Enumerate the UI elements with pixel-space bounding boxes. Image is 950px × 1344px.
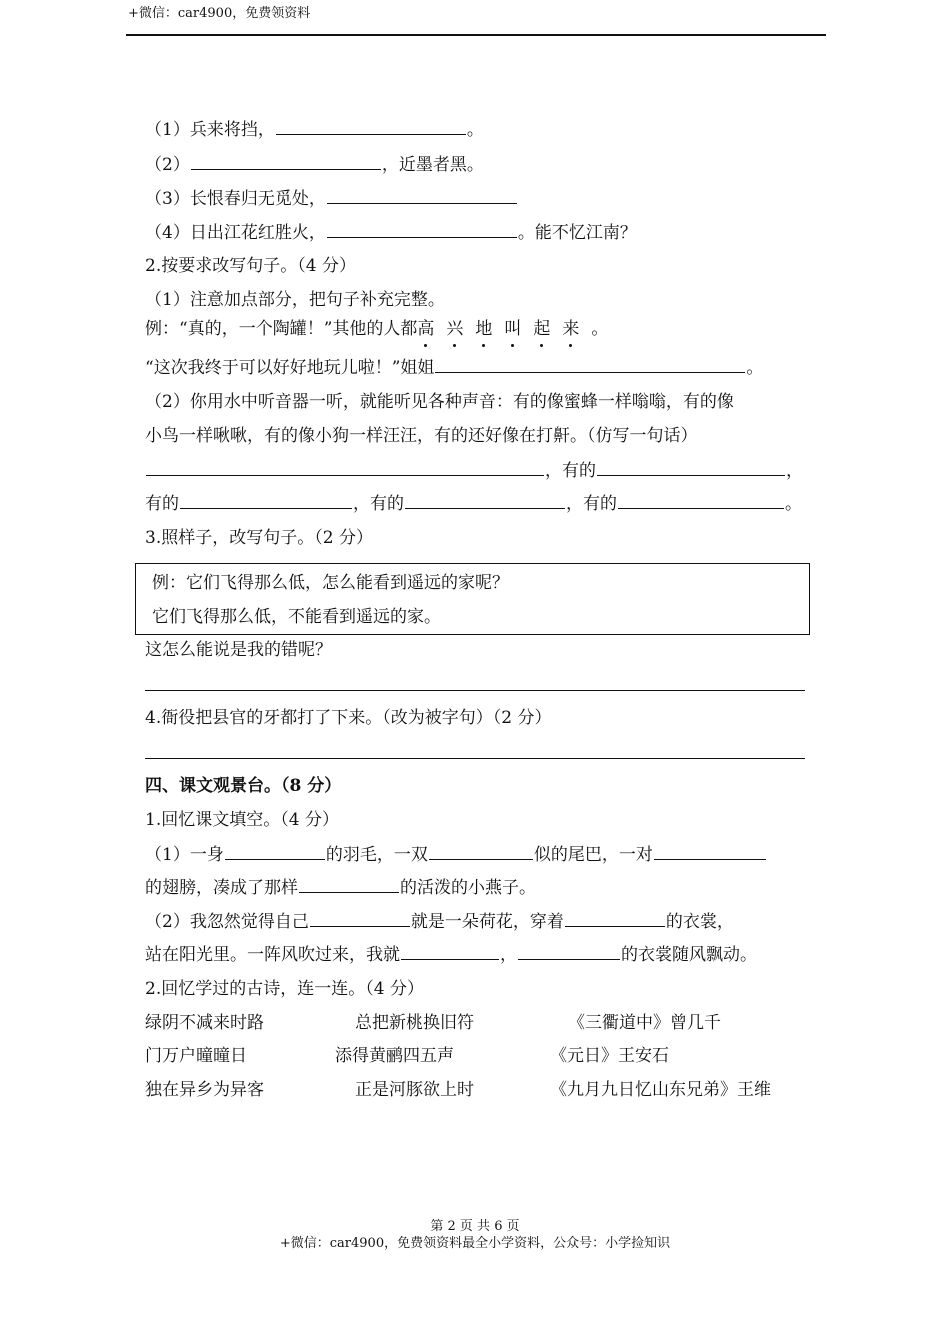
dotted-char: 来: [562, 319, 580, 339]
poem-line[interactable]: 正是河豚欲上时: [355, 1080, 474, 1100]
s4-q1-title: 1.回忆课文填空。（4 分）: [145, 810, 339, 830]
s4-q1-row2: [145, 876, 536, 899]
blank[interactable]: [654, 843, 766, 860]
q2-example: [145, 318, 608, 340]
line-a-text: “这次我终于可以好好地玩儿啦！”姐姐: [145, 358, 435, 378]
q1-item-3: [145, 187, 518, 210]
footer-watermark: +微信：car4900，免费领资料最全小学资料，公众号：小学捡知识: [279, 1236, 671, 1251]
blank[interactable]: [327, 221, 517, 238]
poem-line[interactable]: 门万户曈曈日: [145, 1046, 247, 1066]
s4-q2-title: 2.回忆学过的古诗，连一连。（4 分）: [145, 979, 424, 999]
example-prefix: 例：“真的，一个陶罐！”其他的人都: [145, 319, 418, 339]
q4-text: 4.衙役把县官的牙都打了下来。（改为被字句）（2 分）: [145, 708, 552, 728]
blank[interactable]: [405, 492, 565, 509]
q1-item-4-end: 。能不忆江南？: [517, 223, 637, 243]
r4b: ，: [500, 945, 517, 965]
q3-question: 这怎么能说是我的错呢？: [145, 640, 332, 660]
poem-line[interactable]: 独在异乡为异客: [145, 1080, 264, 1100]
q3-title: 3.照样子，改写句子。（2 分）: [145, 528, 373, 548]
q1-item-1-text: （1）兵来将挡，: [145, 120, 275, 140]
q1-item-1: [145, 118, 484, 141]
page-number: 第 2 页 共 6 页: [430, 1219, 520, 1234]
comma: ，: [786, 461, 803, 481]
s4-q1-row3: [145, 910, 734, 933]
dotted-char: 地: [475, 319, 493, 339]
period: 。: [785, 494, 802, 514]
section-4-title: 四、课文观景台。（8 分）: [145, 776, 342, 796]
q3-example-1: 例：它们飞得那么低，怎么能看到遥远的家呢？: [152, 573, 509, 593]
comma: ，: [353, 494, 370, 514]
r3a: （2）我忽然觉得自己: [145, 912, 309, 932]
q1-item-4: [145, 221, 637, 244]
r1a: （1）一身: [145, 845, 224, 865]
blank[interactable]: [401, 943, 499, 960]
q1-item-4-text: （4）日出江花红胜火，: [145, 223, 326, 243]
blank[interactable]: [565, 910, 665, 927]
blank[interactable]: [225, 843, 325, 860]
r4c: 的衣裳随风飘动。: [621, 945, 757, 965]
blank[interactable]: [597, 459, 785, 476]
dotted-char: 叫: [504, 319, 522, 339]
q2-imitate-line2: [145, 492, 802, 515]
r1c: 似的尾巴，一对: [533, 845, 653, 865]
r3c: 的衣裳，: [665, 912, 734, 932]
q2-imitate-line1: [145, 459, 803, 482]
poem-line[interactable]: 总把新桃换旧符: [355, 1013, 474, 1033]
q3-example-2: 它们飞得那么低，不能看到遥远的家。: [152, 607, 441, 627]
blank[interactable]: [618, 492, 784, 509]
poem-line[interactable]: 添得黄鹂四五声: [335, 1046, 454, 1066]
blank[interactable]: [299, 876, 399, 893]
r2a: 的翅膀，凑成了那样: [145, 878, 298, 898]
poem-title[interactable]: 《三衢道中》曾几千: [568, 1013, 721, 1033]
blank[interactable]: [518, 943, 620, 960]
dotted-char: 起: [533, 319, 551, 339]
blank[interactable]: [191, 153, 381, 170]
dotted-char: 兴: [446, 319, 464, 339]
poem-title[interactable]: 《九月九日忆山东兄弟》王维: [550, 1080, 771, 1100]
blank[interactable]: [429, 843, 533, 860]
q1-item-3-text: （3）长恨春归无觅处，: [145, 189, 326, 209]
youde: 有的: [370, 494, 404, 514]
q1-item-1-end: 。: [466, 120, 484, 140]
q2-sub2-line2: 小鸟一样啾啾，有的像小狗一样汪汪，有的还好像在打鼾。（仿写一句话）: [145, 426, 698, 446]
q1-item-2-end: ，近墨者黑。: [381, 155, 484, 175]
q2-sub1: （1）注意加点部分，把句子补充完整。: [145, 290, 445, 310]
blank[interactable]: [180, 492, 352, 509]
poem-title[interactable]: 《元日》王安石: [550, 1046, 669, 1066]
comma: ，: [566, 494, 583, 514]
line-a-end: 。: [746, 358, 764, 378]
q2-title: 2.按要求改写句子。（4 分）: [145, 256, 356, 276]
q1-item-2-text: （2）: [145, 155, 190, 175]
youde: 有的: [145, 494, 179, 514]
blank[interactable]: [276, 118, 466, 135]
r1b: 的羽毛，一双: [325, 845, 428, 865]
answer-line[interactable]: [145, 690, 805, 691]
blank[interactable]: [146, 459, 544, 476]
r3b: 就是一朵荷花，穿着: [410, 912, 564, 932]
s4-q1-row4: [145, 943, 757, 966]
blank[interactable]: [435, 356, 745, 373]
r4a: 站在阳光里。一阵风吹过来，我就: [145, 945, 400, 965]
q1-item-2: [145, 153, 484, 176]
answer-line[interactable]: [145, 758, 805, 759]
poem-line[interactable]: 绿阴不减来时路: [145, 1013, 264, 1033]
header-watermark: +微信：car4900，免费领资料: [128, 6, 311, 21]
q2-line-a: [145, 356, 763, 379]
example-end: 。: [591, 319, 609, 339]
dotted-char: 高: [417, 319, 435, 339]
r2b: 的活泼的小燕子。: [400, 878, 536, 898]
blank[interactable]: [327, 187, 517, 204]
blank[interactable]: [310, 910, 410, 927]
youde: 有的: [562, 461, 596, 481]
comma: ，: [545, 461, 562, 481]
youde: 有的: [583, 494, 617, 514]
s4-q1-row1: [145, 843, 767, 866]
q2-sub2-line1: （2）你用水中听音器一听，就能听见各种声音：有的像蜜蜂一样嗡嗡，有的像: [145, 392, 734, 412]
header-rule: [126, 34, 826, 36]
